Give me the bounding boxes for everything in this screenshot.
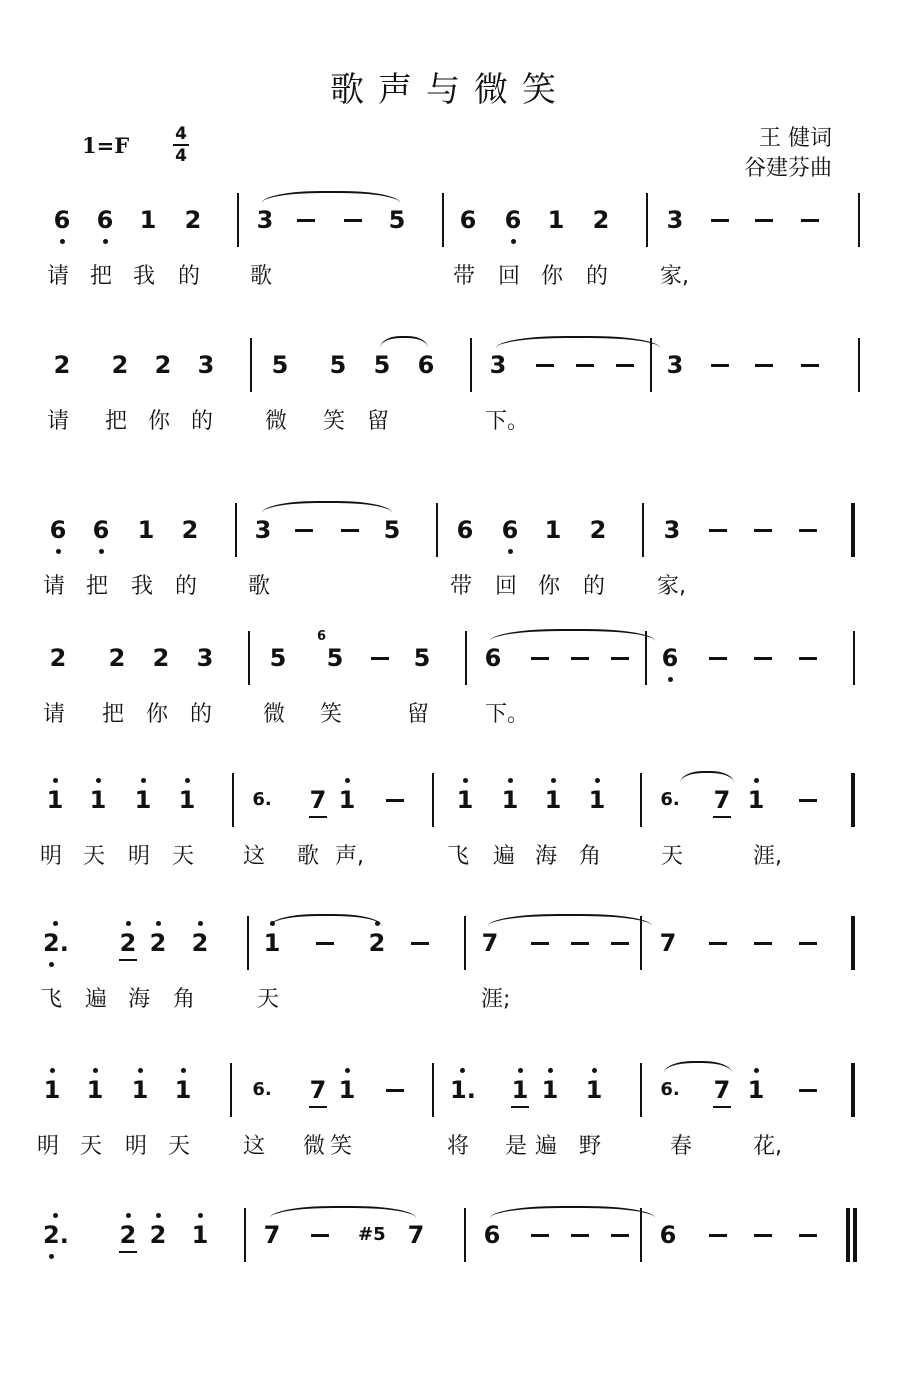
barline [464,916,466,970]
sustain-dash [536,364,554,367]
lyric: 请 [43,702,66,727]
barline [851,773,855,827]
note: 5 [269,644,287,672]
low-octave-dot [99,549,104,554]
note: 2 [53,351,71,379]
lyric: 这 [243,1134,266,1159]
note: 1 [131,1076,149,1104]
note: 2 [592,206,610,234]
barline [640,1063,642,1117]
sustain-dash [754,529,772,532]
barline [232,773,234,827]
barline [235,503,237,557]
note: 1 [263,929,281,957]
barline [247,916,249,970]
time-signature [172,124,190,166]
barline [642,503,644,557]
low-octave-dot [511,239,516,244]
barline [244,1208,246,1262]
sustain-dash [371,657,389,660]
lyric: 花, [753,1134,782,1159]
lyric: 我 [133,264,156,289]
high-octave-dot [198,921,203,926]
lyric: 明 [128,844,151,869]
note: 5 [329,351,347,379]
high-octave-dot [181,1068,186,1073]
note: 3 [666,351,684,379]
note: 6. [252,1079,272,1100]
note: 6 [96,206,114,234]
note: 6 [501,516,519,544]
sustain-dash [801,219,819,222]
note: 1 [747,786,765,814]
lyric: 野 [579,1134,602,1159]
lyric: 留 [367,409,390,434]
sustain-dash [754,942,772,945]
note: 2 [111,351,129,379]
low-octave-dot [49,1254,54,1259]
low-octave-dot [49,962,54,967]
sustain-dash [386,799,404,802]
note: 2. [43,1221,69,1249]
barline [230,1063,232,1117]
sustain-dash [611,1234,629,1237]
high-octave-dot [551,778,556,783]
music-system-3 [0,515,900,655]
composer-credit: 谷建芬曲 [743,156,832,181]
barline [248,631,250,685]
note: 6 [661,644,679,672]
note: 2 [184,206,202,234]
sustain-dash [801,364,819,367]
sustain-dash [571,942,589,945]
music-system-1 [0,205,900,345]
sustain-dash [755,219,773,222]
note: 3 [256,206,274,234]
lyric: 回 [495,574,518,599]
low-octave-dot [60,239,65,244]
lyric: 飞 [447,844,470,869]
lyric: 遍 [535,1134,558,1159]
lyric: 请 [47,409,70,434]
note: 1 [89,786,107,814]
lyric: 微 [303,1134,326,1159]
lyric: 笑 [330,1134,353,1159]
high-octave-dot [53,778,58,783]
lyric: 请 [47,264,70,289]
lyric: 春 [670,1134,693,1159]
lyric: 声, [335,844,364,869]
time-signature-bottom: 4 [175,146,187,166]
note: 7 [659,929,677,957]
high-octave-dot [754,1068,759,1073]
high-octave-dot [53,1213,58,1218]
sustain-dash [711,364,729,367]
note: 7 [713,1076,731,1104]
sustain-dash [297,219,315,222]
high-octave-dot [345,778,350,783]
credits [744,124,832,184]
music-system-6 [0,928,900,1068]
sustain-dash [611,942,629,945]
note: 1 [338,786,356,814]
high-octave-dot [595,778,600,783]
note: 2. [43,929,69,957]
note: #5 [358,1224,386,1245]
note: 5 [326,644,344,672]
note: 7 [713,786,731,814]
note: 3 [489,351,507,379]
note: 7 [407,1221,425,1249]
sustain-dash [311,1234,329,1237]
note: 3 [663,516,681,544]
sustain-dash [799,529,817,532]
lyric: 家, [660,264,689,289]
lyric: 明 [37,1134,60,1159]
lyric: 角 [579,844,602,869]
note: 6 [456,516,474,544]
sustain-dash [711,219,729,222]
lyric: 你 [148,409,171,434]
note: 5 [271,351,289,379]
lyric: 的 [178,264,201,289]
music-system-4 [0,629,900,783]
lyric: 你 [146,702,169,727]
note: 1. [450,1076,476,1104]
lyric: 的 [191,409,214,434]
lyric: 笑 [320,702,343,727]
high-octave-dot [185,778,190,783]
sustain-dash [616,364,634,367]
note: 1 [547,206,565,234]
lyric: 留 [407,702,430,727]
sustain-dash [754,1234,772,1237]
barline [640,773,642,827]
high-octave-dot [138,1068,143,1073]
eighth-underline [119,959,137,961]
lyric: 带 [453,264,476,289]
note: 1 [139,206,157,234]
barline [237,193,239,247]
lyric: 的 [586,264,609,289]
lyric: 的 [190,702,213,727]
low-octave-dot [508,549,513,554]
high-octave-dot [126,921,131,926]
note: 2 [149,1221,167,1249]
note: 2 [152,644,170,672]
tie-arc [262,191,400,203]
note: 6 [417,351,435,379]
high-octave-dot [141,778,146,783]
high-octave-dot [518,1068,523,1073]
note: 6. [660,789,680,810]
note: 2 [191,929,209,957]
high-octave-dot [53,921,58,926]
sustain-dash [341,529,359,532]
tie-arc [262,501,392,513]
lyricist-credit: 王 健词 [759,126,832,151]
note: 6 [53,206,71,234]
high-octave-dot [754,778,759,783]
barline [436,503,438,557]
high-octave-dot [50,1068,55,1073]
note: 6. [660,1079,680,1100]
lyric: 歌 [250,264,273,289]
high-octave-dot [96,778,101,783]
barline [853,631,855,685]
high-octave-dot [345,1068,350,1073]
barline [432,1063,434,1117]
lyric: 你 [541,264,564,289]
note: 1 [46,786,64,814]
note: 3 [666,206,684,234]
note: 6 [483,1221,501,1249]
lyric: 请 [43,574,66,599]
sustain-dash [799,657,817,660]
note: 6 [504,206,522,234]
lyric: 这 [243,844,266,869]
sustain-dash [295,529,313,532]
key-signature: 1=F [82,133,130,158]
note: 5 [383,516,401,544]
lyric: 回 [498,264,521,289]
note: 6 [459,206,477,234]
time-signature-top: 4 [175,124,187,144]
lyric: 的 [583,574,606,599]
sustain-dash [754,657,772,660]
note: 2 [149,929,167,957]
sustain-dash [799,799,817,802]
high-octave-dot [508,778,513,783]
lyric: 歌 [248,574,271,599]
sustain-dash [344,219,362,222]
note: 7 [481,929,499,957]
barline [646,193,648,247]
lyric: 天 [80,1134,103,1159]
sustain-dash [799,1234,817,1237]
sustain-dash [611,657,629,660]
sustain-dash [571,657,589,660]
lyric: 涯, [753,844,782,869]
lyric: 天 [257,987,280,1012]
note: 1 [86,1076,104,1104]
note: 1 [174,1076,192,1104]
sustain-dash [755,364,773,367]
lyric: 家, [657,574,686,599]
barline [432,773,434,827]
low-octave-dot [56,549,61,554]
low-octave-dot [668,677,673,682]
note: 1 [456,786,474,814]
note: 2 [119,1221,137,1249]
barline [853,1208,857,1262]
sustain-dash [316,942,334,945]
lyric: 下。 [485,702,530,727]
lyric: 天 [172,844,195,869]
note: 6 [659,1221,677,1249]
sustain-dash [799,942,817,945]
note: 2 [181,516,199,544]
lyric: 的 [175,574,198,599]
lyric: 天 [168,1134,191,1159]
sustain-dash [799,1089,817,1092]
lyric: 把 [105,409,128,434]
barline [464,1208,466,1262]
high-octave-dot [460,1068,465,1073]
music-system-8 [0,1220,900,1360]
high-octave-dot [156,1213,161,1218]
high-octave-dot [93,1068,98,1073]
lyric: 把 [86,574,109,599]
note: 6 [484,644,502,672]
lyric: 微 [263,702,286,727]
barline [846,1208,850,1262]
note: 5 [413,644,431,672]
sustain-dash [709,942,727,945]
lyric: 把 [90,264,113,289]
music-system-5 [0,785,900,925]
note: 3 [197,351,215,379]
note: 1 [178,786,196,814]
note: 1 [501,786,519,814]
grace-note: 6 [317,629,327,644]
lyric: 飞 [40,987,63,1012]
note: 7 [309,786,327,814]
note: 1 [43,1076,61,1104]
barline [851,1063,855,1117]
music-system-7 [0,1075,900,1215]
lyric: 把 [102,702,125,727]
lyric: 是 [505,1134,528,1159]
lyric: 海 [128,987,151,1012]
barline [470,338,472,392]
note: 7 [309,1076,327,1104]
note: 1 [585,1076,603,1104]
note: 2 [108,644,126,672]
note: 5 [373,351,391,379]
lyric: 涯; [481,987,511,1012]
eighth-underline [309,816,327,818]
high-octave-dot [548,1068,553,1073]
note: 1 [338,1076,356,1104]
lyric: 天 [83,844,106,869]
barline [250,338,252,392]
lyric: 微 [265,409,288,434]
note: 2 [119,929,137,957]
note: 3 [254,516,272,544]
barline [851,916,855,970]
lyric: 歌 [297,844,320,869]
barline [851,503,855,557]
note: 1 [134,786,152,814]
sustain-dash [709,1234,727,1237]
note: 2 [368,929,386,957]
note: 2 [589,516,607,544]
note: 5 [388,206,406,234]
note: 1 [588,786,606,814]
high-octave-dot [592,1068,597,1073]
note: 7 [263,1221,281,1249]
lyric: 你 [538,574,561,599]
note: 1 [541,1076,559,1104]
low-octave-dot [103,239,108,244]
sustain-dash [571,1234,589,1237]
sustain-dash [576,364,594,367]
eighth-underline [511,1106,529,1108]
sheet-title: 歌声与微笑 [330,70,570,110]
note: 6. [252,789,272,810]
note: 6 [49,516,67,544]
eighth-underline [309,1106,327,1108]
sustain-dash [709,657,727,660]
high-octave-dot [156,921,161,926]
sustain-dash [386,1089,404,1092]
lyric: 明 [40,844,63,869]
sustain-dash [531,1234,549,1237]
barline [465,631,467,685]
sustain-dash [709,529,727,532]
lyric: 海 [535,844,558,869]
eighth-underline [713,1106,731,1108]
lyric: 遍 [85,987,108,1012]
note: 1 [511,1076,529,1104]
barline [858,338,860,392]
barline [442,193,444,247]
sustain-dash [411,942,429,945]
note: 1 [747,1076,765,1104]
note: 6 [92,516,110,544]
lyric: 我 [131,574,154,599]
lyric: 明 [125,1134,148,1159]
note: 1 [191,1221,209,1249]
eighth-underline [713,816,731,818]
lyric: 遍 [493,844,516,869]
sustain-dash [531,942,549,945]
note: 3 [196,644,214,672]
eighth-underline [119,1251,137,1253]
lyric: 笑 [323,409,346,434]
lyric: 天 [661,844,684,869]
high-octave-dot [126,1213,131,1218]
note: 1 [544,516,562,544]
note: 2 [154,351,172,379]
note: 1 [544,786,562,814]
lyric: 带 [450,574,473,599]
high-octave-dot [463,778,468,783]
high-octave-dot [198,1213,203,1218]
note: 1 [137,516,155,544]
lyric: 下。 [485,409,530,434]
music-system-2 [0,350,900,490]
note: 2 [49,644,67,672]
lyric: 角 [173,987,196,1012]
barline [858,193,860,247]
lyric: 将 [447,1134,470,1159]
sustain-dash [531,657,549,660]
